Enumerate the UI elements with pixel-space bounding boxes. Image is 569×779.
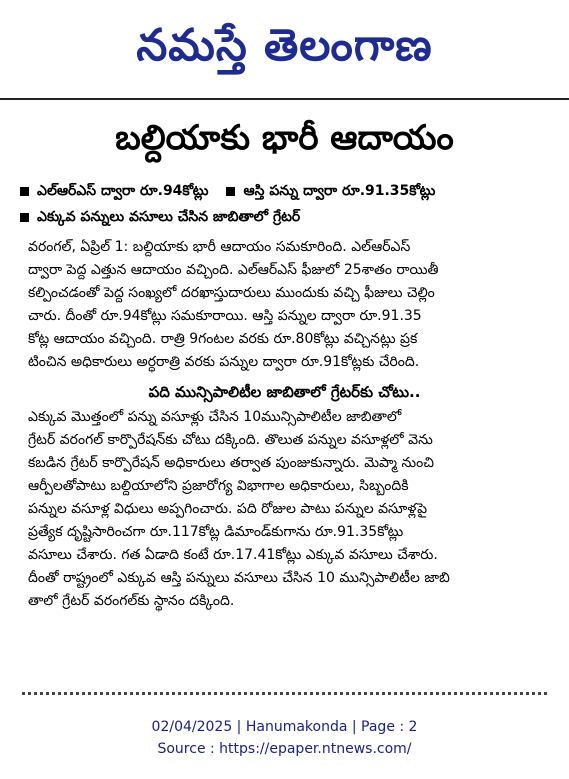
square-bullet-icon bbox=[20, 187, 29, 196]
paragraph-line: టించిన అధికారులు అర్ధరాత్రి వరకు పన్నుల ద్వారా రూ.91కోట్లకు చేరింది. bbox=[28, 354, 420, 370]
masthead-logo: నమస్తే తెలంగాణ bbox=[136, 20, 433, 71]
bullet-text: ఎల్ఆర్ఎస్ ద్వారా రూ.94కోట్లు bbox=[37, 183, 209, 199]
paragraph-line: వరంగల్, ఏప్రిల్ 1: బల్దియాకు భారీ ఆదాయం సమకూరింది. ఎల్ఆర్ఎస్ bbox=[28, 239, 411, 255]
paragraph-line: తాలో గ్రేటర్ వరంగల్‌కు స్థానం దక్కింది. bbox=[28, 593, 235, 609]
square-bullet-icon bbox=[20, 213, 29, 222]
paragraph-line: ద్వారా పెద్ద ఎత్తున ఆదాయం వచ్చింది. ఎల్ఆర్ఎస్ ఫీజులో 25శాతం రాయితీ bbox=[28, 262, 439, 278]
source-footer bbox=[0, 716, 569, 760]
bullet-row bbox=[20, 178, 560, 204]
article-subheading: పది మున్సిపాలిటీల జాబితాలో గ్రేటర్‌కు చోటు.. bbox=[148, 383, 421, 401]
bullet-item bbox=[20, 178, 208, 204]
paragraph-line: ప్రత్యేక దృష్టిసారించగా రూ.117కోట్ల డిమాండ్‌కుగాను రూ.91.35కోట్లు bbox=[28, 524, 404, 540]
bullet-text: ఎక్కువ పన్నులు వసూలు చేసిన జాబితాలో గ్రేటర్ bbox=[37, 209, 301, 225]
paragraph-line: వసూలు చేశారు. గత ఏడాది కంటే రూ.17.41కోట్లు ఎక్కువ వసూలు చేశారు. bbox=[28, 547, 438, 563]
bullet-item bbox=[226, 178, 435, 204]
bullet-item bbox=[20, 204, 300, 230]
masthead bbox=[0, 0, 569, 92]
paragraph-line: కబడిన గ్రేటర్ కార్పొరేషన్ అధికారులు తర్వాత పుంజుకున్నారు. మెప్మా నుంచి bbox=[28, 455, 434, 471]
clipping-cut-edge bbox=[22, 692, 547, 705]
edition-info: 02/04/2025 | Hanumakonda | Page : 2 bbox=[151, 719, 418, 735]
paragraph-line: కల్పించడంతో పెద్ద సంఖ్యలో దరఖాస్తుదారులు ముందుకు వచ్చి ఫీజులు చెల్లిం bbox=[28, 285, 435, 301]
article-paragraph-1 bbox=[28, 236, 548, 374]
bullet-row bbox=[20, 204, 560, 230]
square-bullet-icon bbox=[226, 187, 235, 196]
article-headline: బల్దియాకు భారీ ఆదాయం bbox=[115, 118, 454, 158]
masthead-divider bbox=[0, 98, 569, 100]
paragraph-line: కోట్ల ఆదాయం వచ్చింది. రాత్రి 9గంటల వరకు రూ.80కోట్లు వచ్చినట్లు ప్రక bbox=[28, 331, 418, 347]
bullet-points bbox=[20, 178, 560, 230]
paragraph-line: ఎక్కువ మొత్తంలో పన్ను వసూళ్లు చేసిన 10మున్సిపాలిటీల జాబితాలో bbox=[28, 409, 402, 425]
source-link[interactable]: Source : https://epaper.ntnews.com/ bbox=[157, 741, 412, 757]
bullet-text: ఆస్తి పన్ను ద్వారా రూ.91.35కోట్లు bbox=[243, 183, 436, 199]
paragraph-line: చారు. దీంతో రూ.94కోట్లు సమకూరాయి. ఆస్తి పన్నుల ద్వారా రూ.91.35 bbox=[28, 308, 422, 324]
paragraph-line: పన్నుల వసూళ్ల విధులు అప్పగించారు. పది రోజుల పాటు పన్నుల వసూళ్లపై bbox=[28, 501, 428, 517]
paragraph-line: గ్రేటర్ వరంగల్ కార్పొరేషన్‌కు చోటు దక్కింది. తొలుత పన్నుల వసూళ్లలో వెను bbox=[28, 432, 433, 448]
paragraph-line: ఆర్పీలతోపాటు బల్దియాలోని ప్రజారోగ్య విభాగాల అధికారులు, సిబ్బందికి bbox=[28, 478, 409, 494]
article-paragraph-2 bbox=[28, 406, 548, 613]
paragraph-line: దీంతో రాష్ట్రంలో ఎక్కువ ఆస్తి పన్నులు వసూలు చేసిన 10 మున్సిపాలిటీల జాబి bbox=[28, 570, 450, 586]
